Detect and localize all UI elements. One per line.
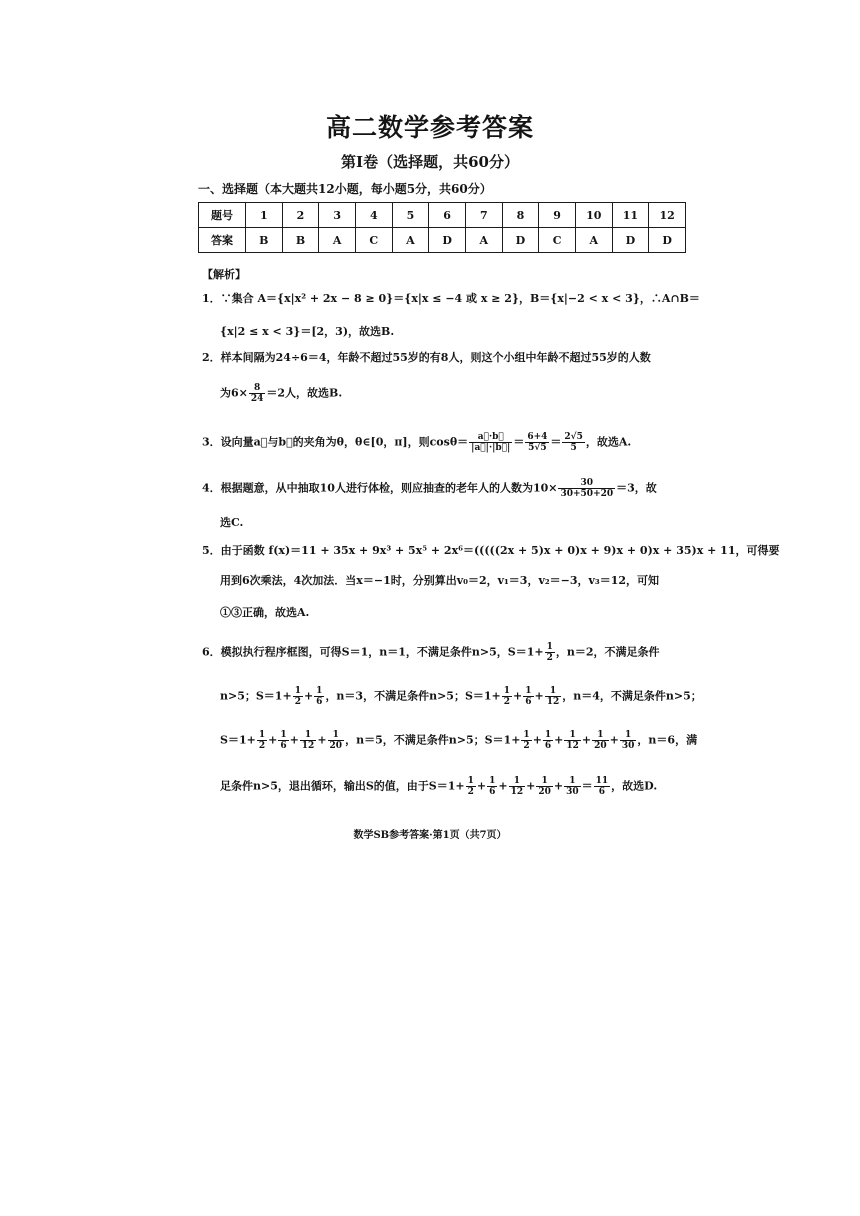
solution-line: [202, 642, 660, 663]
fraction-denominator: 6: [316, 697, 323, 707]
fraction-denominator: 12: [510, 787, 524, 797]
fraction-numerator: 2√5: [564, 432, 583, 442]
fraction: [257, 730, 267, 751]
text-run: +: [553, 779, 564, 793]
answer-cell: A: [465, 228, 502, 253]
fraction-denominator: 6: [280, 741, 287, 751]
table-row-answers: [199, 228, 686, 253]
fraction-numerator: 8: [249, 383, 266, 394]
solution-line: 2．样本间隔为24÷6＝4，年龄不超过55岁的有8人，则这个小组中年龄不超过55岁的人数: [202, 351, 651, 364]
fraction-denominator: 2: [294, 697, 301, 707]
solution-line: 用到6次乘法，4次加法．当x＝−1时，分别算出v₀＝2，v₁＝3，v₂＝−3，v₃＝12，可知: [220, 574, 660, 587]
row-header-number: 题号: [199, 203, 246, 228]
fraction: [558, 478, 615, 499]
question-number: 1: [246, 203, 283, 228]
question-number: 12: [649, 203, 686, 228]
fraction-denominator: 20: [594, 741, 607, 751]
solution-line: [220, 383, 342, 404]
table-row-numbers: [199, 203, 686, 228]
fraction-numerator: 1: [620, 730, 637, 741]
text-run: ＝3，故: [616, 481, 657, 495]
answer-cell: A: [575, 228, 612, 253]
part-subtitle: 第Ⅰ卷（选择题，共60分）: [341, 153, 519, 171]
text-run: ，n＝4，不满足条件n>5；: [562, 689, 702, 703]
question-number: 4: [355, 203, 392, 228]
text-run: +: [526, 779, 536, 793]
fraction-denominator: 20: [538, 787, 551, 797]
text-run: +: [303, 689, 314, 703]
fraction-denominator: 30+50+20: [560, 489, 614, 499]
answer-table: [198, 202, 686, 253]
fraction-denominator: 5√5: [528, 443, 547, 453]
text-run: +: [317, 733, 327, 747]
text-run: +: [498, 779, 508, 793]
fraction: [502, 686, 512, 707]
page-footer: 数学SB参考答案·第1页（共7页）: [353, 830, 507, 841]
text-run: +: [532, 733, 542, 747]
fraction-denominator: 6: [489, 787, 496, 797]
answer-cell: C: [355, 228, 392, 253]
question-number: 2: [282, 203, 319, 228]
text-run: 足条件n>5，退出循环，输出S的值，由于S＝1+: [220, 779, 465, 793]
fraction: [545, 686, 562, 707]
row-header-answer: 答案: [199, 228, 246, 253]
fraction: [536, 776, 553, 797]
fraction-denominator: 12: [566, 741, 579, 751]
answer-cell: D: [649, 228, 686, 253]
text-run: +: [534, 689, 544, 703]
fraction-denominator: 30: [566, 787, 579, 797]
text-run: ＝: [513, 435, 525, 449]
fraction: [278, 730, 288, 751]
fraction-numerator: 1: [258, 730, 266, 740]
solution-line: [202, 432, 631, 453]
text-run: ＝: [581, 779, 593, 793]
fraction: [592, 730, 609, 751]
answer-cell: A: [319, 228, 356, 253]
solution-line: [220, 730, 697, 751]
fraction-denominator: 2: [503, 697, 511, 707]
text-run: 6．模拟执行程序框图，可得S＝1，n＝1，不满足条件n>5，S＝1+: [202, 645, 544, 659]
fraction-numerator: a⃗·b⃗: [469, 432, 512, 443]
section-heading: 一、选择题（本大题共12小题，每小题5分，共60分）: [198, 182, 492, 196]
answer-cell: C: [539, 228, 576, 253]
text-run: +: [581, 733, 592, 747]
text-run: ，故选D.: [611, 779, 658, 793]
fraction-denominator: 2: [546, 653, 553, 663]
fraction: [620, 730, 637, 751]
fraction-numerator: 1: [294, 686, 301, 696]
question-number: 3: [319, 203, 356, 228]
fraction-numerator: 1: [316, 686, 323, 696]
fraction: [545, 642, 555, 663]
answer-cell: A: [392, 228, 429, 253]
text-run: ，n＝2，不满足条件: [555, 645, 660, 659]
fraction-denominator: 6: [544, 741, 552, 751]
solution-line: ①③正确，故选A.: [220, 606, 310, 619]
text-run: 4．根据题意，从中抽取10人进行体检，则应抽查的老年人的人数为10×: [202, 481, 558, 495]
fraction: [328, 730, 345, 751]
text-run: n>5；S＝1+: [220, 689, 292, 703]
solution-line: [220, 776, 657, 797]
question-number: 6: [429, 203, 466, 228]
fraction-numerator: 6+4: [527, 432, 548, 442]
text-run: ，n＝5，不满足条件n>5；S＝1+: [345, 733, 521, 747]
fraction-denominator: 24: [250, 394, 264, 404]
answer-cell: D: [612, 228, 649, 253]
fraction-numerator: 1: [509, 776, 526, 787]
text-run: +: [476, 779, 487, 793]
fraction-numerator: 1: [544, 730, 552, 740]
text-run: +: [289, 733, 299, 747]
text-run: S＝1+: [220, 733, 256, 747]
fraction-numerator: 1: [328, 730, 345, 741]
fraction: [543, 730, 553, 751]
fraction-denominator: 2: [258, 741, 266, 751]
fraction: [564, 776, 581, 797]
text-run: +: [554, 733, 564, 747]
fraction-numerator: 1: [300, 730, 317, 741]
fraction-numerator: 1: [467, 776, 474, 786]
question-number: 10: [575, 203, 612, 228]
analysis-label: 【解析】: [202, 268, 246, 281]
fraction: [521, 730, 531, 751]
fraction: [564, 730, 581, 751]
fraction-numerator: 1: [523, 730, 530, 740]
solution-line: 5．由于函数 f(x)＝11 + 35x + 9x³ + 5x⁵ + 2x⁶＝(((((2x + 5)x + 0)x + 9)x + 0)x + 35)x + 11，可得要: [202, 544, 780, 557]
solution-line: 1．∵集合 A＝{x|x² + 2x − 8 ≥ 0}＝{x|x ≤ −4 或 x ≥ 2}，B＝{x|−2 < x < 3}，∴A∩B＝: [202, 292, 700, 305]
fraction-numerator: 1: [280, 730, 287, 740]
question-number: 11: [612, 203, 649, 228]
fraction-denominator: 20: [329, 741, 343, 751]
answer-cell: B: [246, 228, 283, 253]
text-run: +: [513, 689, 523, 703]
text-run: ，故选A.: [585, 435, 632, 449]
solution-line: 选C.: [220, 516, 244, 529]
solution-line: [202, 478, 657, 499]
text-run: ＝2人，故选B.: [266, 386, 343, 400]
text-run: 为6×: [220, 386, 248, 400]
question-number: 7: [465, 203, 502, 228]
fraction-denominator: 2: [467, 787, 474, 797]
fraction-denominator: 5: [570, 443, 577, 453]
solution-line: {x|2 ≤ x < 3}＝[2，3)，故选B.: [220, 325, 395, 338]
answer-cell: D: [502, 228, 539, 253]
fraction-numerator: 30: [558, 478, 615, 489]
text-run: +: [268, 733, 278, 747]
fraction-numerator: 1: [592, 730, 609, 741]
fraction: [525, 432, 549, 453]
fraction-denominator: 12: [546, 697, 560, 707]
fraction-denominator: 2: [523, 741, 530, 751]
fraction-denominator: 12: [301, 741, 315, 751]
fraction-numerator: 11: [595, 776, 609, 786]
fraction: [469, 432, 512, 453]
fraction-numerator: 1: [564, 730, 581, 741]
question-number: 5: [392, 203, 429, 228]
fraction: [300, 730, 317, 751]
text-run: ，n＝3，不满足条件n>5；S＝1+: [325, 689, 501, 703]
fraction-denominator: 6: [598, 787, 606, 797]
fraction-numerator: 1: [546, 642, 553, 652]
fraction-denominator: |a⃗|·|b⃗|: [471, 443, 511, 453]
text-run: 3．设向量a⃗与b⃗的夹角为θ，θ∈[0，π]，则cosθ＝: [202, 435, 469, 449]
fraction-numerator: 1: [564, 776, 581, 787]
fraction: [509, 776, 526, 797]
answer-cell: D: [429, 228, 466, 253]
fraction-denominator: 30: [621, 741, 635, 751]
fraction-numerator: 1: [545, 686, 562, 697]
fraction: [314, 686, 324, 707]
text-run: +: [609, 733, 619, 747]
text-run: ，n＝6，满: [637, 733, 698, 747]
fraction-numerator: 1: [489, 776, 496, 786]
fraction-numerator: 1: [536, 776, 553, 787]
fraction: [466, 776, 476, 797]
fraction-denominator: 6: [525, 697, 532, 707]
page-title: 高二数学参考答案: [325, 113, 534, 142]
fraction: [249, 383, 266, 404]
fraction-numerator: 1: [525, 686, 532, 696]
fraction: [523, 686, 533, 707]
solution-line: [220, 686, 702, 707]
answer-cell: B: [282, 228, 319, 253]
question-number: 9: [539, 203, 576, 228]
fraction: [562, 432, 584, 453]
fraction: [293, 686, 303, 707]
fraction: [594, 776, 611, 797]
question-number: 8: [502, 203, 539, 228]
fraction: [487, 776, 497, 797]
fraction-numerator: 1: [503, 686, 511, 696]
text-run: ＝: [550, 435, 562, 449]
